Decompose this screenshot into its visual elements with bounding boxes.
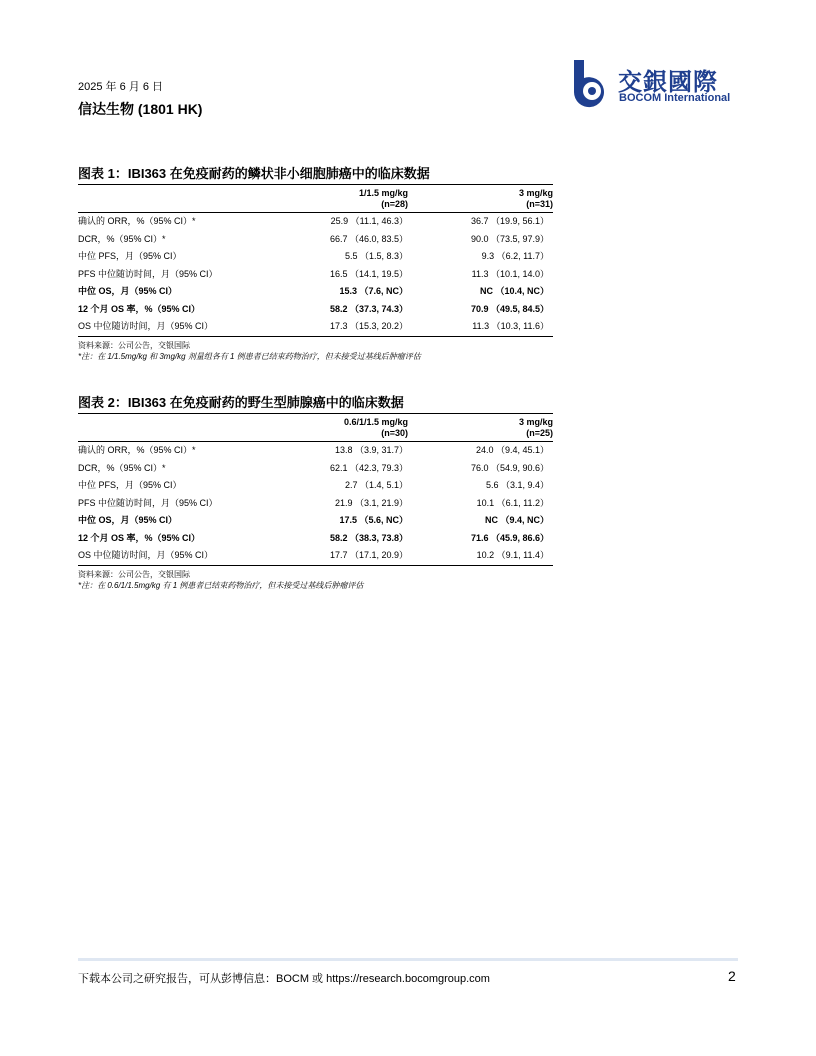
- figure-2-note: *注：在 0.6/1/1.5mg/kg 有 1 例患者已结束药物治疗，但未接受过基线后肿瘤评估: [78, 580, 364, 590]
- value-high-dose: 5.6 （3.1, 9.4）: [485, 480, 549, 490]
- value-low-dose: 21.9 （3.1, 21.9）: [334, 497, 408, 508]
- value-high-dose: 90.0 （73.5, 97.9）: [470, 233, 549, 244]
- column-header-dose: 1/1.5 mg/kg: [358, 188, 408, 198]
- table-row: [78, 547, 553, 565]
- value-high-dose: NC （10.4, NC）: [479, 286, 549, 296]
- column-header-high-dose: [412, 414, 553, 442]
- value-high-dose: 11.3 （10.3, 11.6）: [472, 321, 549, 331]
- value-low-dose: 17.7 （17.1, 20.9）: [329, 550, 408, 560]
- column-header-dose: 0.6/1/1.5 mg/kg: [343, 417, 408, 427]
- value-low-dose: 25.9 （11.1, 46.3）: [330, 216, 408, 226]
- value-low-dose: 15.3 （7.6, NC）: [339, 286, 408, 296]
- value-high-dose: 71.6 （45.9, 86.6）: [470, 532, 549, 543]
- figure-1-note: *注：在 1/1.5mg/kg 和 3mg/kg 剂量组各有 1 例患者已结束药物治疗，但未接受过基线后肿瘤评估: [78, 351, 421, 361]
- table-row: [78, 442, 553, 460]
- row-label: DCR，%（95% CI）*: [78, 233, 166, 244]
- logo-chinese-name: 交銀國際: [618, 69, 718, 96]
- value-high-dose: 11.3 （10.1, 14.0）: [471, 268, 549, 279]
- table-row: [78, 512, 553, 530]
- column-header-dose: 3 mg/kg: [518, 188, 553, 198]
- table-row: [78, 460, 553, 478]
- column-header-n: (n=30): [381, 428, 408, 438]
- row-label: OS 中位随访时间，月（95% CI）: [78, 550, 214, 560]
- figure-2-title: 图表 2：IBI363 在免疫耐药的野生型肺腺癌中的临床数据: [78, 393, 553, 414]
- table-header-row: [78, 185, 553, 213]
- row-label: OS 中位随访时间，月（95% CI）: [78, 321, 214, 331]
- row-label: PFS 中位随访时间，月（95% CI）: [78, 497, 218, 508]
- figure-1: [78, 164, 553, 362]
- value-low-dose: 13.8 （3.9, 31.7）: [334, 445, 408, 455]
- value-low-dose: 62.1 （42.3, 79.3）: [329, 462, 408, 473]
- figure-1-title: 图表 1：IBI363 在免疫耐药的鳞状非小细胞肺癌中的临床数据: [78, 164, 553, 185]
- logo-english-name: BOCOM International: [619, 92, 731, 104]
- table-row: [78, 530, 553, 548]
- table-row: [78, 495, 553, 513]
- table-row: [78, 283, 553, 301]
- row-label: DCR，%（95% CI）*: [78, 462, 166, 473]
- value-high-dose: 76.0 （54.9, 90.6）: [470, 462, 549, 473]
- bocom-logo-icon: [570, 58, 614, 108]
- row-label: 确认的 ORR，%（95% CI）*: [78, 445, 196, 455]
- value-low-dose: 58.2 （38.3, 73.8）: [329, 532, 408, 543]
- value-low-dose: 58.2 （37.3, 74.3）: [329, 303, 408, 314]
- figure-2-source: 资料来源：公司公告，交银国际: [78, 569, 190, 579]
- value-high-dose: 10.2 （9.1, 11.4）: [476, 550, 549, 560]
- row-label: 中位 OS，月（95% CI）: [78, 515, 178, 525]
- column-header-dose: 3 mg/kg: [518, 417, 553, 427]
- row-label-header: [78, 414, 218, 442]
- row-label: 中位 OS，月（95% CI）: [78, 286, 178, 296]
- table-header-row: [78, 414, 553, 442]
- column-header-n: (n=25): [526, 428, 553, 438]
- table-row: [78, 213, 553, 231]
- value-high-dose: 10.1 （6.1, 11.2）: [476, 497, 549, 508]
- value-high-dose: NC （9.4, NC）: [484, 515, 549, 525]
- table-row: [78, 477, 553, 495]
- table-row: [78, 318, 553, 336]
- column-header-n: (n=28): [381, 199, 408, 209]
- value-low-dose: 5.5 （1.5, 8.3）: [344, 251, 408, 261]
- row-label-header: [78, 185, 218, 213]
- value-high-dose: 9.3 （6.2, 11.7）: [481, 251, 549, 261]
- figure-1-table: [78, 185, 553, 337]
- column-header-low-dose: [218, 414, 412, 442]
- row-label: 12 个月 OS 率，%（95% CI）: [78, 303, 201, 314]
- value-high-dose: 36.7 （19.9, 56.1）: [470, 216, 549, 226]
- report-date: 2025 年 6 月 6 日: [78, 81, 163, 93]
- table-row: [78, 301, 553, 319]
- page-number: 2: [728, 968, 736, 984]
- value-low-dose: 17.3 （15.3, 20.2）: [329, 321, 408, 331]
- footer-divider: [78, 958, 738, 961]
- value-low-dose: 17.5 （5.6, NC）: [339, 515, 408, 525]
- footer-text: 下载本公司之研究报告，可从彭博信息：BOCM 或 https://research.bocomgroup.com: [78, 973, 490, 985]
- row-label: PFS 中位随访时间，月（95% CI）: [78, 268, 218, 279]
- table-row: [78, 231, 553, 249]
- column-header-low-dose: [218, 185, 412, 213]
- column-header-n: (n=31): [526, 199, 553, 209]
- row-label: 12 个月 OS 率，%（95% CI）: [78, 532, 201, 543]
- bocom-logo: [570, 58, 745, 110]
- company-name: 信达生物 (1801 HK): [78, 101, 203, 117]
- row-label: 确认的 ORR，%（95% CI）*: [78, 216, 196, 226]
- value-low-dose: 16.5 （14.1, 19.5）: [329, 268, 408, 279]
- value-high-dose: 24.0 （9.4, 45.1）: [475, 445, 549, 455]
- row-label: 中位 PFS，月（95% CI）: [78, 480, 182, 490]
- value-low-dose: 66.7 （46.0, 83.5）: [329, 233, 408, 244]
- table-row: [78, 248, 553, 266]
- column-header-high-dose: [412, 185, 553, 213]
- figure-2: [78, 393, 553, 591]
- figure-2-table: [78, 414, 553, 566]
- table-row: [78, 266, 553, 284]
- row-label: 中位 PFS，月（95% CI）: [78, 251, 182, 261]
- figure-1-source: 资料来源：公司公告，交银国际: [78, 340, 190, 350]
- value-high-dose: 70.9 （49.5, 84.5）: [470, 303, 549, 314]
- value-low-dose: 2.7 （1.4, 5.1）: [344, 480, 408, 490]
